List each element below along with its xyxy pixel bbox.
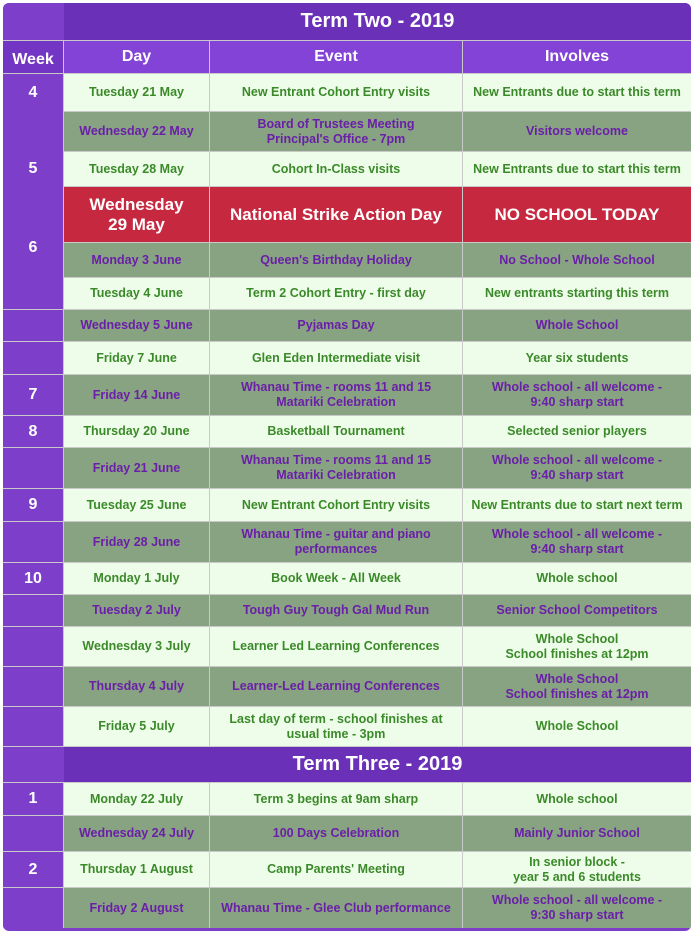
cell-event: Whanau Time - Glee Club performance bbox=[210, 888, 463, 928]
cell-day: Tuesday 25 June bbox=[64, 489, 210, 522]
cell-day: Friday 5 July bbox=[64, 707, 210, 747]
cell-event: Glen Eden Intermediate visit bbox=[210, 342, 463, 375]
cell-day: Thursday 4 July bbox=[64, 667, 210, 707]
cell-day: Thursday 1 August bbox=[64, 852, 210, 888]
week-5: 5 bbox=[3, 152, 64, 187]
cell-event: Term 2 Cohort Entry - first day bbox=[210, 278, 463, 310]
cell-involves: Whole School bbox=[463, 707, 691, 747]
cell-involves-strike: NO SCHOOL TODAY bbox=[463, 187, 691, 243]
cell-event: Cohort In-Class visits bbox=[210, 152, 463, 187]
week-blank bbox=[3, 595, 64, 627]
cell-involves: Whole school - all welcome - 9:40 sharp start bbox=[463, 522, 691, 563]
cell-day: Friday 7 June bbox=[64, 342, 210, 375]
cell-day: Monday 22 July bbox=[64, 783, 210, 816]
cell-involves: In senior block - year 5 and 6 students bbox=[463, 852, 691, 888]
cell-involves: Whole school - all welcome - 9:40 sharp start bbox=[463, 375, 691, 416]
cell-day: Friday 2 August bbox=[64, 888, 210, 928]
cell-involves: Year six students bbox=[463, 342, 691, 375]
cell-involves: New Entrants due to start this term bbox=[463, 152, 691, 187]
week-blank bbox=[3, 627, 64, 667]
cell-day: Monday 1 July bbox=[64, 563, 210, 595]
cell-event-strike: National Strike Action Day bbox=[210, 187, 463, 243]
cell-event: Board of Trustees Meeting Principal's Office - 7pm bbox=[210, 112, 463, 152]
cell-day: Tuesday 2 July bbox=[64, 595, 210, 627]
cell-involves: Whole school bbox=[463, 563, 691, 595]
term-three-title: Term Three - 2019 bbox=[64, 747, 691, 783]
header-event: Event bbox=[210, 41, 463, 74]
cell-involves: Whole School School finishes at 12pm bbox=[463, 667, 691, 707]
cell-day: Monday 3 June bbox=[64, 243, 210, 278]
calendar-grid bbox=[3, 3, 691, 928]
cell-day: Tuesday 21 May bbox=[64, 74, 210, 112]
cell-involves: Senior School Competitors bbox=[463, 595, 691, 627]
cell-involves: Whole school bbox=[463, 783, 691, 816]
cell-event: Last day of term - school finishes at usual time - 3pm bbox=[210, 707, 463, 747]
cell-involves: Whole School bbox=[463, 310, 691, 342]
cell-event: Whanau Time - guitar and piano performances bbox=[210, 522, 463, 563]
week-blank bbox=[3, 448, 64, 489]
week-9: 9 bbox=[3, 489, 64, 522]
cell-event: Learner-Led Learning Conferences bbox=[210, 667, 463, 707]
week-blank bbox=[3, 816, 64, 852]
cell-day-strike: Wednesday 29 May bbox=[64, 187, 210, 243]
week-t3-1: 1 bbox=[3, 783, 64, 816]
week-blank bbox=[3, 310, 64, 342]
header-day: Day bbox=[64, 41, 210, 74]
cell-involves: Selected senior players bbox=[463, 416, 691, 448]
cell-day: Wednesday 3 July bbox=[64, 627, 210, 667]
title-spacer bbox=[3, 3, 64, 41]
cell-involves: Mainly Junior School bbox=[463, 816, 691, 852]
week-blank bbox=[3, 667, 64, 707]
cell-day: Friday 21 June bbox=[64, 448, 210, 489]
week-blank bbox=[3, 707, 64, 747]
cell-event: Whanau Time - rooms 11 and 15 Matariki Celebration bbox=[210, 375, 463, 416]
cell-event: Term 3 begins at 9am sharp bbox=[210, 783, 463, 816]
cell-involves: Whole school - all welcome - 9:40 sharp start bbox=[463, 448, 691, 489]
cell-involves: Visitors welcome bbox=[463, 112, 691, 152]
header-week: Week bbox=[3, 41, 64, 74]
cell-involves: Whole School School finishes at 12pm bbox=[463, 627, 691, 667]
cell-event: Pyjamas Day bbox=[210, 310, 463, 342]
cell-involves: No School - Whole School bbox=[463, 243, 691, 278]
cell-event: Learner Led Learning Conferences bbox=[210, 627, 463, 667]
cell-involves: Whole school - all welcome - 9:30 sharp start bbox=[463, 888, 691, 928]
header-involves: Involves bbox=[463, 41, 691, 74]
cell-day: Wednesday 5 June bbox=[64, 310, 210, 342]
cell-event: Tough Guy Tough Gal Mud Run bbox=[210, 595, 463, 627]
cell-day: Wednesday 24 July bbox=[64, 816, 210, 852]
cell-involves: New Entrants due to start this term bbox=[463, 74, 691, 112]
week-8: 8 bbox=[3, 416, 64, 448]
week-10: 10 bbox=[3, 563, 64, 595]
cell-day: Thursday 20 June bbox=[64, 416, 210, 448]
week-7: 7 bbox=[3, 375, 64, 416]
title-spacer bbox=[3, 747, 64, 783]
cell-involves: New entrants starting this term bbox=[463, 278, 691, 310]
cell-event: 100 Days Celebration bbox=[210, 816, 463, 852]
cell-event: Queen's Birthday Holiday bbox=[210, 243, 463, 278]
term-two-title: Term Two - 2019 bbox=[64, 3, 691, 41]
cell-event: Basketball Tournament bbox=[210, 416, 463, 448]
week-4: 4 bbox=[3, 74, 64, 152]
cell-event: Whanau Time - rooms 11 and 15 Matariki Celebration bbox=[210, 448, 463, 489]
calendar-sheet bbox=[3, 3, 691, 931]
cell-day: Friday 28 June bbox=[64, 522, 210, 563]
cell-event: New Entrant Cohort Entry visits bbox=[210, 489, 463, 522]
week-blank bbox=[3, 888, 64, 928]
cell-involves: New Entrants due to start next term bbox=[463, 489, 691, 522]
cell-day: Tuesday 28 May bbox=[64, 152, 210, 187]
week-t3-2: 2 bbox=[3, 852, 64, 888]
week-blank bbox=[3, 522, 64, 563]
cell-day: Tuesday 4 June bbox=[64, 278, 210, 310]
week-blank bbox=[3, 342, 64, 375]
week-6: 6 bbox=[3, 187, 64, 310]
cell-event: Camp Parents' Meeting bbox=[210, 852, 463, 888]
cell-day: Friday 14 June bbox=[64, 375, 210, 416]
cell-day: Wednesday 22 May bbox=[64, 112, 210, 152]
cell-event: Book Week - All Week bbox=[210, 563, 463, 595]
cell-event: New Entrant Cohort Entry visits bbox=[210, 74, 463, 112]
